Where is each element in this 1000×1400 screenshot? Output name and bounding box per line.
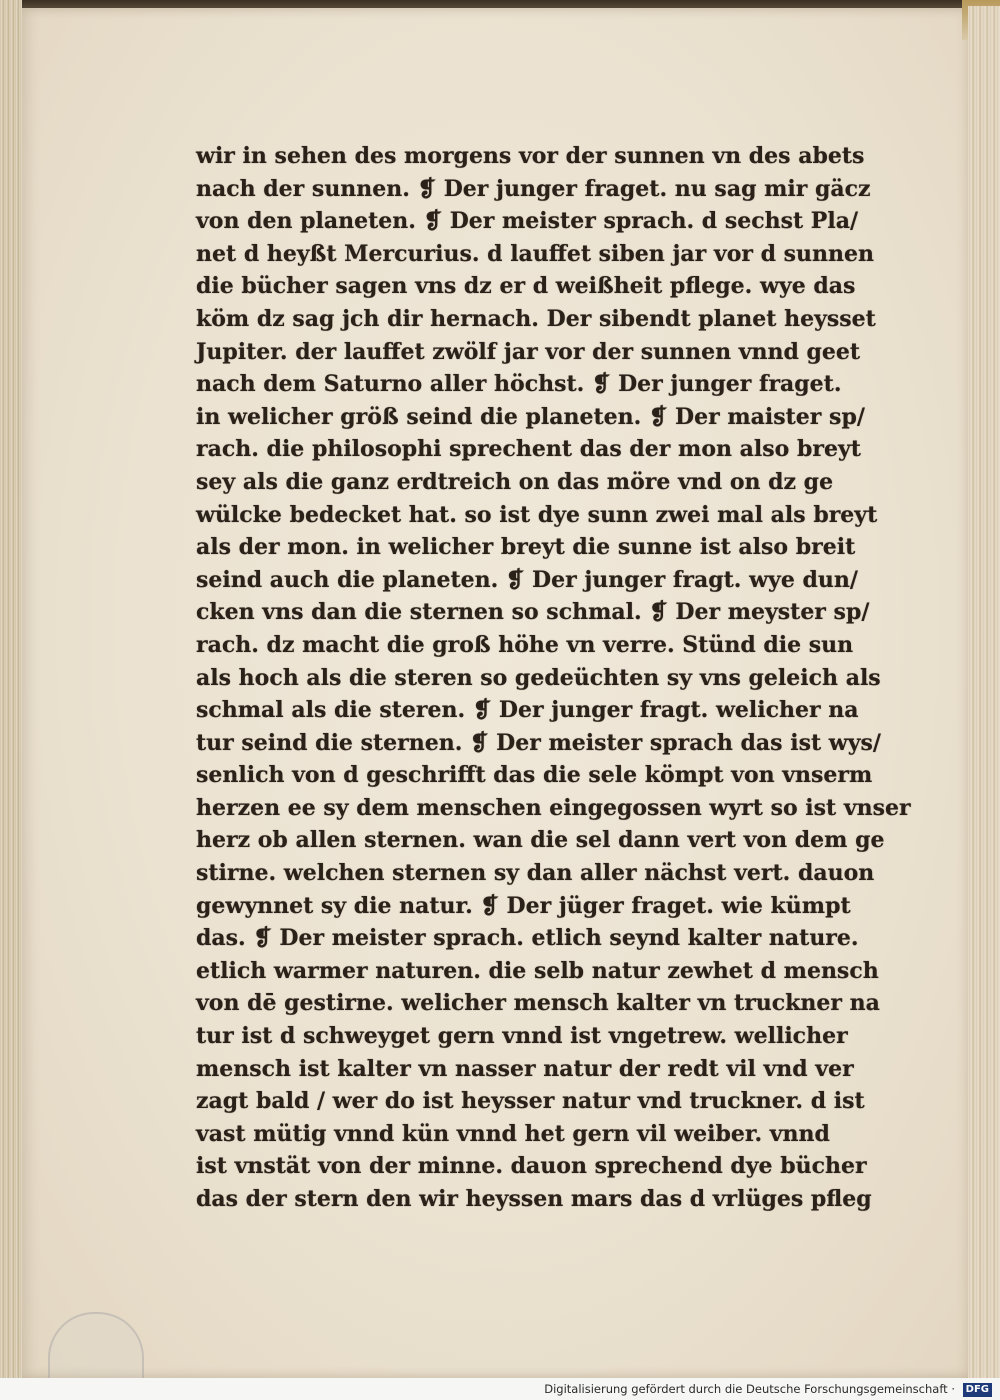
printed-text-block [196,140,911,1216]
text-line: als hoch als die steren so gedeüchten sy vns geleich als [196,664,881,691]
text-line: senlich von d geschrifft das die sele kömpt von vnserm [196,762,873,789]
text-line: etlich warmer naturen. die selb natur zewhet d mensch [196,957,879,984]
credit-separator: · [951,1382,955,1396]
text-line: von dē gestirne. welicher mensch kalter vn truckner na [196,990,880,1017]
dfg-credit [544,1381,992,1397]
text-line: stirne. welchen sternen sy dan aller nächst vert. dauon [196,860,875,887]
text-line: die bücher sagen vns dz er d weißheit pflege. wye das [196,273,856,300]
credit-text: Digitalisierung gefördert durch die Deutsche Forschungsgemeinschaft [544,1382,948,1396]
text-line: schmal als die steren. ❡ Der junger fragt. welicher na [196,697,859,724]
text-line: herz ob allen sternen. wan die sel dann vert von dem ge [196,827,885,854]
text-line: herzen ee sy dem menschen eingegossen wyrt so ist vnser [196,794,911,821]
text-line: das. ❡ Der meister sprach. etlich seynd kalter nature. [196,925,859,952]
text-line: Jupiter. der lauffet zwölf jar vor der sunnen vnnd geet [196,338,861,365]
left-page-edges [0,0,22,1400]
text-line: sey als die ganz erdtreich on das möre vnd on dz ge [196,468,834,495]
text-line: ist vnstät von der minne. dauon sprechend dye bücher [196,1153,867,1180]
dfg-logo: DFG [963,1383,992,1397]
text-line: zagt bald / wer do ist heysser natur vnd truckner. d ist [196,1088,865,1115]
text-line: seind auch die planeten. ❡ Der junger fragt. wye dun/ [196,566,858,593]
text-line: wülcke bedecket hat. so ist dye sunn zwei mal als breyt [196,501,878,528]
text-line: tur ist d schweyget gern vnnd ist vngetrew. wellicher [196,1023,848,1050]
text-line: als der mon. in welicher breyt die sunne ist also breit [196,534,856,561]
text-line: rach. die philosophi sprechent das der mon also breyt [196,436,861,463]
text-line: in welicher größ seind die planeten. ❡ Der maister sp/ [196,403,865,430]
text-line: von den planeten. ❡ Der meister sprach. d sechst Pla/ [196,208,858,235]
text-line: rach. dz macht die groß höhe vn verre. Stünd die sun [196,631,854,658]
text-line: vast mütig vnnd kün vnnd het gern vil weiber. vnnd [196,1120,830,1147]
text-line: nach dem Saturno aller höchst. ❡ Der junger fraget. [196,371,842,398]
text-line: cken vns dan die sternen so schmal. ❡ Der meyster sp/ [196,599,870,626]
text-line: mensch ist kalter vn nasser natur der redt vil vnd ver [196,1055,854,1082]
text-line: tur seind die sternen. ❡ Der meister sprach das ist wys/ [196,729,881,756]
right-page-edges [968,6,1000,1386]
text-line: das der stern den wir heyssen mars das d vrlüges pfleg [196,1186,872,1212]
text-line: nach der sunnen. ❡ Der junger fraget. nu sag mir gäcz [196,175,871,202]
text-line: wir in sehen des morgens vor der sunnen vn des abets [196,143,865,169]
text-line: köm dz sag jch dir hernach. Der sibendt planet heysset [196,305,876,332]
text-line: net d heyßt Mercurius. d lauffet siben jar vor d sunnen [196,240,875,267]
text-line: gewynnet sy die natur. ❡ Der jüger fraget. wie kümpt [196,892,851,919]
